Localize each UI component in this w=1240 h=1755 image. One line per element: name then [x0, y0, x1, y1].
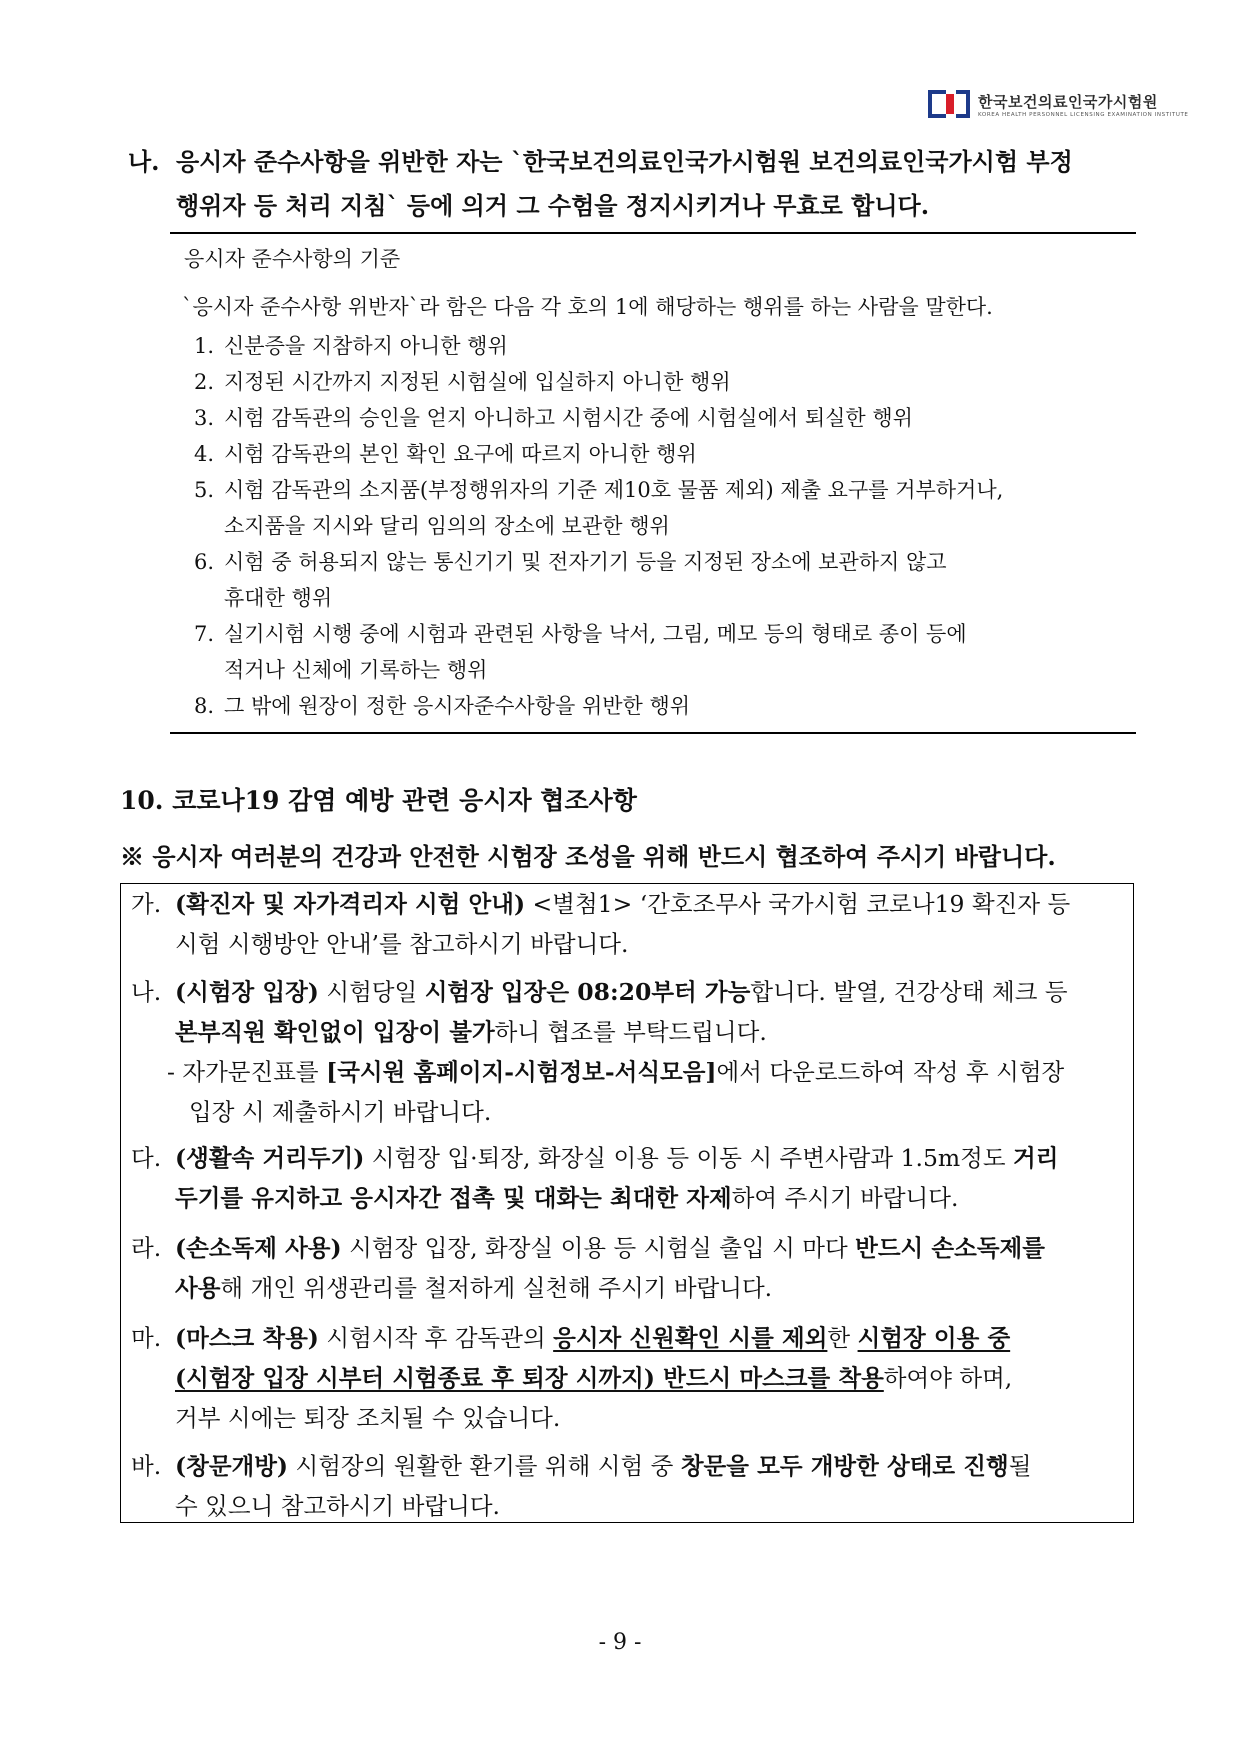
- section-na-line2: 행위자 등 처리 지침` 등에 의거 그 수험을 정지시키거나 무효로 합니다.: [176, 191, 930, 220]
- section-na-line1: 응시자 준수사항을 위반한 자는 `한국보건의료인국가시험원 보건의료인국가시험 부정: [176, 147, 1073, 176]
- standards-item: 6. 시험 중 허용되지 않는 통신기기 및 전자기기 등을 지정된 장소에 보관하지 않고: [194, 550, 947, 574]
- kuksiwon-logo-icon: [928, 90, 972, 122]
- standards-item: 5. 시험 감독관의 소지품(부정행위자의 기준 제10호 물품 제외) 제출 요구를 거부하거나,: [194, 478, 1004, 502]
- org-name: 한국보건의료인국가시험원: [978, 93, 1158, 111]
- guideline-ma: 마. (마스크 착용) 시험시작 후 감독관의 응시자 신원확인 시를 제외한 시험장 이용 중 (시험장 입장 시부터 시험종료 후 퇴장 시까지) 반드시 마스크를 착용하여야 하며, 거부 시에는 퇴장 조치될 수 있습니다.: [131, 1324, 1013, 1432]
- guideline-na: 나. (시험장 입장) 시험당일 시험장 입장은 08:20부터 가능합니다. 발열, 건강상태 체크 등 본부직원 확인없이 입장이 불가하니 협조를 부탁드립니다. - 자가문진표를 [국시원 홈페이지-시험정보-서식모음]에서 다운로드하여 작성 후 시험장 입장 시 제출하시기 바랍니다.: [131, 978, 1068, 1126]
- guideline-ga: 가. (확진자 및 자가격리자 시험 안내) <별첨1> ‘간호조무사 국가시험 코로나19 확진자 등 시험 시행방안 안내’를 참고하시기 바랍니다.: [131, 890, 1071, 958]
- standards-item: 2. 지정된 시간까지 지정된 시험실에 입실하지 아니한 행위: [194, 370, 731, 394]
- org-name-en: KOREA HEALTH PERSONNEL LICENSING EXAMINATION INSTITUTE: [978, 112, 1189, 118]
- standards-intro: `응시자 준수사항 위반자`라 함은 다음 각 호의 1에 해당하는 행위를 하는 사람을 말한다.: [182, 295, 993, 319]
- guideline-ra: 라. (손소독제 사용) 시험장 입장, 화장실 이용 등 시험실 출입 시 마다 반드시 손소독제를 사용해 개인 위생관리를 철저하게 실천해 주시기 바랍니다.: [131, 1234, 1045, 1302]
- section-10-title: 10. 코로나19 감염 예방 관련 응시자 협조사항: [120, 786, 637, 815]
- covid-guidelines-box: [120, 883, 1134, 1523]
- standards-item: 1. 신분증을 지참하지 아니한 행위: [194, 334, 508, 358]
- section-na-label: 나.: [128, 147, 160, 176]
- standards-title: 응시자 준수사항의 기준: [184, 247, 401, 271]
- standards-item: 적거나 신체에 기록하는 행위: [224, 658, 488, 682]
- page-number: - 9 -: [598, 1630, 642, 1655]
- standards-item: 3. 시험 감독관의 승인을 얻지 아니하고 시험시간 중에 시험실에서 퇴실한 행위: [194, 406, 913, 430]
- guideline-ba: 바. (창문개방) 시험장의 원활한 환기를 위해 시험 중 창문을 모두 개방한 상태로 진행될 수 있으니 참고하시기 바랍니다.: [131, 1452, 1032, 1520]
- standards-bottom-rule: [170, 732, 1136, 734]
- standards-top-rule: [170, 232, 1136, 234]
- standards-item: 7. 실기시험 시행 중에 시험과 관련된 사항을 낙서, 그림, 메모 등의 형태로 종이 등에: [194, 622, 967, 646]
- guideline-da: 다. (생활속 거리두기) 시험장 입·퇴장, 화장실 이용 등 이동 시 주변사람과 1.5m정도 거리 두기를 유지하고 응시자간 접촉 및 대화는 최대한 자제하여 주시기 바랍니다.: [131, 1144, 1059, 1212]
- section-na-paragraph: [128, 140, 1146, 228]
- standards-list: [194, 328, 1134, 724]
- standards-item: 4. 시험 감독관의 본인 확인 요구에 따르지 아니한 행위: [194, 442, 697, 466]
- standards-item: 소지품을 지시와 달리 임의의 장소에 보관한 행위: [224, 514, 670, 538]
- org-logo: [928, 90, 1189, 122]
- standards-item: 휴대한 행위: [224, 586, 333, 610]
- section-10-notice: ※ 응시자 여러분의 건강과 안전한 시험장 조성을 위해 반드시 협조하여 주시기 바랍니다.: [120, 842, 1056, 871]
- standards-item: 8. 그 밖에 원장이 정한 응시자준수사항을 위반한 행위: [194, 694, 691, 718]
